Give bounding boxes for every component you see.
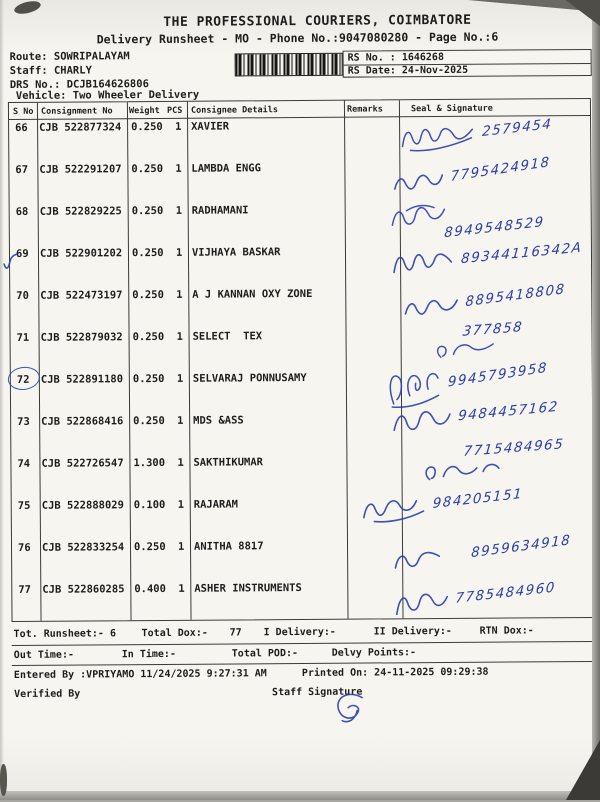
cell-sno: 77 <box>18 583 32 596</box>
cell-weight: 0.250 <box>132 330 165 344</box>
in-time-label: In Time:- <box>121 648 176 661</box>
cell-consignment: CJB 522726547 <box>41 457 124 470</box>
cell-sno: 75 <box>17 499 31 512</box>
cell-consignee: XAVIER <box>191 120 230 133</box>
total-pod-label: Total POD:- <box>231 648 299 660</box>
rs-info-box <box>343 49 592 78</box>
ii-delivery-label: II Delivery:- <box>373 625 452 638</box>
column-header-sno: S No <box>12 106 34 117</box>
signature-number: 377858 <box>461 319 524 340</box>
column-header-consignee: Consignee Details <box>190 105 279 116</box>
cell-sno: 66 <box>15 121 28 134</box>
rtn-dox-label: RTN Dox:- <box>479 625 534 637</box>
page-subtitle: Delivery Runsheet - MO - Phone No.:9047080280 - Page No.:6 <box>96 29 499 47</box>
rs-number: RS No. : 1646268 <box>347 51 444 64</box>
cell-sno: 71 <box>16 331 30 344</box>
cell-pcs: 1 <box>175 204 183 217</box>
signature-number: 9484457162 <box>457 398 560 425</box>
entered-by: Entered By :VPRIYAMO 11/24/2025 9:27:31 AM <box>13 668 267 682</box>
cell-consignee: SAKTHIKUMAR <box>193 456 264 469</box>
cell-consignee: LAMBDA ENGG <box>191 162 261 175</box>
cell-pcs: 1 <box>175 246 183 259</box>
cell-consignee: RADHAMANI <box>191 204 249 217</box>
cell-weight: 0.250 <box>131 204 164 218</box>
cell-consignee: VIJHAYA BASKAR <box>191 246 281 259</box>
cell-sno: 69 <box>15 247 29 260</box>
signature-number: 2579454 <box>481 115 553 141</box>
cell-weight: 0.250 <box>131 246 164 260</box>
total-dox-value: 77 <box>229 627 242 639</box>
rs-date: RS Date: 24-Nov-2025 <box>347 64 469 77</box>
cell-weight: 0.250 <box>132 288 164 302</box>
verified-by-label: Verified By <box>14 688 81 701</box>
barcode <box>235 53 343 77</box>
cell-weight: 0.250 <box>131 120 163 134</box>
cell-consignee: RAJARAM <box>193 498 239 511</box>
cell-sno: 70 <box>16 289 29 302</box>
column-header-consignment: Consignment No <box>40 106 113 117</box>
cell-pcs: 1 <box>177 456 184 469</box>
cell-sno: 67 <box>15 163 29 176</box>
cell-sno: 74 <box>17 457 31 470</box>
route-label: Route: SOWRIPALAYAM <box>9 50 130 64</box>
printed-on: Printed On: 24-11-2025 09:29:38 <box>301 666 489 679</box>
i-delivery-label: I Delivery:- <box>263 626 336 639</box>
cell-sno: 72 <box>16 373 30 386</box>
signature-number: 984205151 <box>432 485 524 513</box>
cell-consignment: CJB 522888029 <box>41 499 124 512</box>
cell-weight: 0.250 <box>132 372 165 386</box>
cell-pcs: 1 <box>177 414 184 427</box>
footer-divider <box>12 661 595 666</box>
cell-pcs: 1 <box>175 162 182 175</box>
signature-number: 8895418808 <box>465 280 566 311</box>
cell-consignee: SELVARAJ PONNUSAMY <box>192 371 307 385</box>
column-header-weight: Weight <box>128 105 160 117</box>
cell-consignment: CJB 522291207 <box>39 163 122 176</box>
cell-consignment: CJB 522473197 <box>40 289 123 302</box>
cell-consignment: CJB 522868416 <box>41 415 124 428</box>
column-header-pcs: PCS <box>166 105 183 116</box>
column-header-remarks: Remarks <box>346 104 383 115</box>
cell-consignment: CJB 522901202 <box>39 247 123 260</box>
margin-tick-mark <box>2 252 20 274</box>
cell-weight: 0.250 <box>133 540 166 554</box>
scan-edge-bottom <box>0 791 600 800</box>
signature-number: 89344116342A <box>460 239 583 268</box>
signature-number: 7785484960 <box>454 579 557 607</box>
signature-number: 7795424918 <box>450 153 551 185</box>
cell-consignment: CJB 522891180 <box>40 373 124 386</box>
cell-weight: 0.250 <box>131 162 164 176</box>
delvy-points-label: Delvy Points:- <box>331 647 417 659</box>
cell-pcs: 1 <box>176 288 183 301</box>
cell-consignment: CJB 522829225 <box>39 205 122 218</box>
cell-weight: 1.300 <box>133 456 166 470</box>
staff-signature-mark <box>332 690 370 726</box>
out-time-label: Out Time:- <box>13 649 75 662</box>
cell-pcs: 1 <box>175 120 182 133</box>
cell-pcs: 1 <box>177 540 185 553</box>
cell-consignee: ASHER INSTRUMENTS <box>194 581 302 595</box>
page-title: THE PROFESSIONAL COURIERS, COIMBATORE <box>163 12 472 30</box>
cell-consignee: SELECT TEX <box>192 330 263 343</box>
staff-signature-label: Staff Signature <box>272 686 363 699</box>
cell-consignment: CJB 522877324 <box>39 121 122 134</box>
staff-label: Staff: CHARLY <box>9 64 92 78</box>
footer-divider <box>12 641 595 646</box>
cell-consignment: CJB 522879032 <box>40 331 123 344</box>
cell-consignee: A J KANNAN OXY ZONE <box>192 287 313 301</box>
cell-weight: 0.100 <box>133 498 166 512</box>
signature-number: 7715484965 <box>462 436 565 460</box>
vehicle-label: Vehicle: Two Wheeler Delivery <box>15 88 200 102</box>
cell-consignment: CJB 522860285 <box>42 583 125 596</box>
drs-number: DRS No.: DCJB164626806 <box>9 78 149 92</box>
cell-consignee: MDS &ASS <box>193 414 244 427</box>
total-runsheet: Tot. Runsheet:- 6 <box>13 628 117 641</box>
cell-weight: 0.400 <box>134 582 166 596</box>
scan-edge-right <box>592 0 600 800</box>
signature-number: 8959634918 <box>470 531 572 562</box>
cell-consignment: CJB 522833254 <box>41 541 125 554</box>
column-header-seal: Seal & Signature <box>410 103 493 115</box>
signature-scribble <box>388 245 457 281</box>
signature-number: 8949548529 <box>443 213 546 242</box>
cell-sno: 73 <box>17 415 30 428</box>
signature-number: 9945793958 <box>447 359 549 391</box>
cell-pcs: 1 <box>177 498 185 511</box>
cell-sno: 76 <box>17 541 31 554</box>
scan-edge-left <box>0 0 4 800</box>
scan-artifact-bottom-left <box>0 764 7 796</box>
cell-weight: 0.250 <box>133 414 165 428</box>
cell-pcs: 1 <box>178 582 185 595</box>
cell-pcs: 1 <box>176 330 183 343</box>
total-dox-label: Total Dox:- <box>141 627 208 640</box>
cell-pcs: 1 <box>176 372 184 385</box>
cell-consignee: ANITHA 8817 <box>193 540 264 553</box>
cell-sno: 68 <box>15 205 29 218</box>
